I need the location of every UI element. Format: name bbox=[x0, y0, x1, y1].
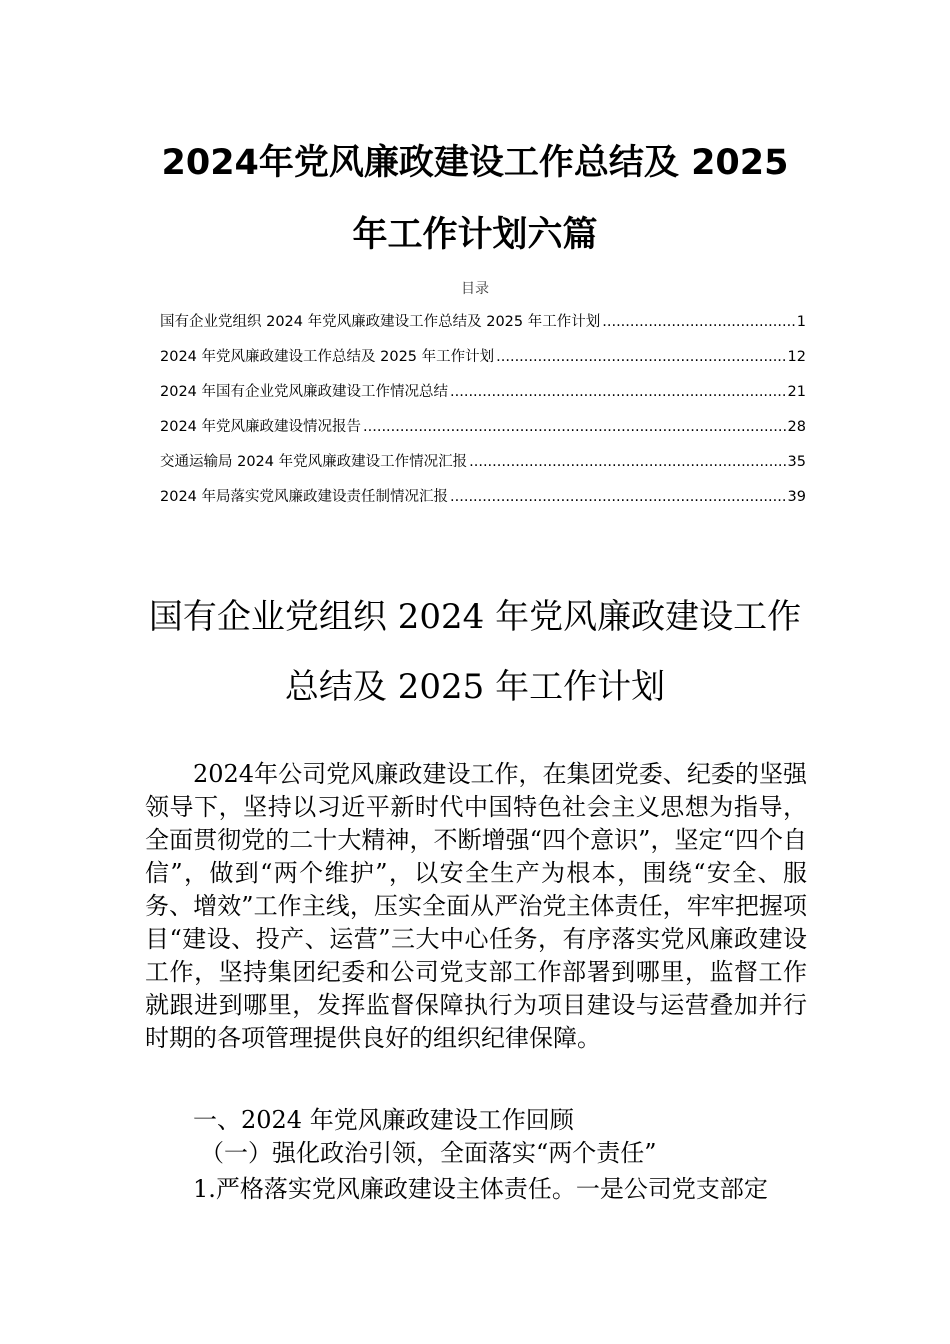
toc-entry-page: 1 bbox=[796, 314, 806, 330]
toc-entry[interactable] bbox=[160, 450, 806, 485]
subsection-heading: （一）强化政治引领，全面落实“两个责任” bbox=[200, 1139, 657, 1167]
toc-entry-title: 交通运输局 2024 年党风廉政建设工作情况汇报 bbox=[160, 454, 468, 470]
toc-entry[interactable] bbox=[160, 310, 806, 345]
toc-entry-title: 国有企业党组织 2024 年党风廉政建设工作总结及 2025 年工作计划 bbox=[160, 314, 601, 330]
toc-entry[interactable] bbox=[160, 485, 806, 520]
toc-entry-title: 2024 年党风廉政建设情况报告 bbox=[160, 419, 362, 435]
table-of-contents bbox=[160, 310, 806, 520]
toc-entry[interactable] bbox=[160, 380, 806, 415]
toc-leader-dots bbox=[363, 419, 786, 435]
toc-entry[interactable] bbox=[160, 415, 806, 450]
toc-leader-dots bbox=[496, 349, 785, 365]
main-title-line-2: 年工作计划六篇 bbox=[352, 215, 598, 255]
toc-entry-page: 12 bbox=[787, 349, 806, 365]
section-title-line-2: 总结及 2025 年工作计划 bbox=[284, 667, 666, 707]
section-title-line-1: 国有企业党组织 2024 年党风廉政建设工作 bbox=[148, 597, 802, 637]
toc-leader-dots bbox=[469, 454, 785, 470]
toc-entry-title: 2024 年国有企业党风廉政建设工作情况总结 bbox=[160, 384, 449, 400]
toc-entry-page: 21 bbox=[787, 384, 806, 400]
toc-leader-dots bbox=[450, 489, 786, 505]
section-heading-1: 一、2024 年党风廉政建设工作回顾 bbox=[193, 1106, 574, 1134]
toc-entry-page: 39 bbox=[787, 489, 806, 505]
toc-entry[interactable] bbox=[160, 345, 806, 380]
toc-leader-dots bbox=[450, 384, 786, 400]
intro-paragraph: 2024年公司党风廉政建设工作，在集团党委、纪委的坚强领导下，坚持以习近平新时代中国特色社会主义思想为指导，全面贯彻党的二十大精神，不断增强“四个意识”，坚定“四个自信”，做到“两个维护”，以安全生产为根本，围绕“安全、服务、增效”工作主线，压实全面从严治党主体责任，牢牢把握项目“建设、投产、运营”三大中心任务，有序落实党风廉政建设工作，坚持集团纪委和公司党支部工作部署到哪里，监督工作就跟进到哪里，发挥监督保障执行为项目建设与运营叠加并行时期的各项管理提供良好的组织纪律保障。 bbox=[145, 760, 807, 1052]
body-text bbox=[145, 758, 807, 1055]
toc-leader-dots bbox=[602, 314, 795, 330]
item-heading: 1.严格落实党风廉政建设主体责任。一是公司党支部定 bbox=[193, 1175, 768, 1203]
toc-heading: 目录 bbox=[461, 281, 489, 297]
toc-entry-title: 2024 年局落实党风廉政建设责任制情况汇报 bbox=[160, 489, 449, 505]
main-title-line-1: 2024年党风廉政建设工作总结及 2025 bbox=[161, 143, 789, 183]
toc-entry-page: 28 bbox=[787, 419, 806, 435]
toc-entry-title: 2024 年党风廉政建设工作总结及 2025 年工作计划 bbox=[160, 349, 495, 365]
toc-entry-page: 35 bbox=[787, 454, 806, 470]
